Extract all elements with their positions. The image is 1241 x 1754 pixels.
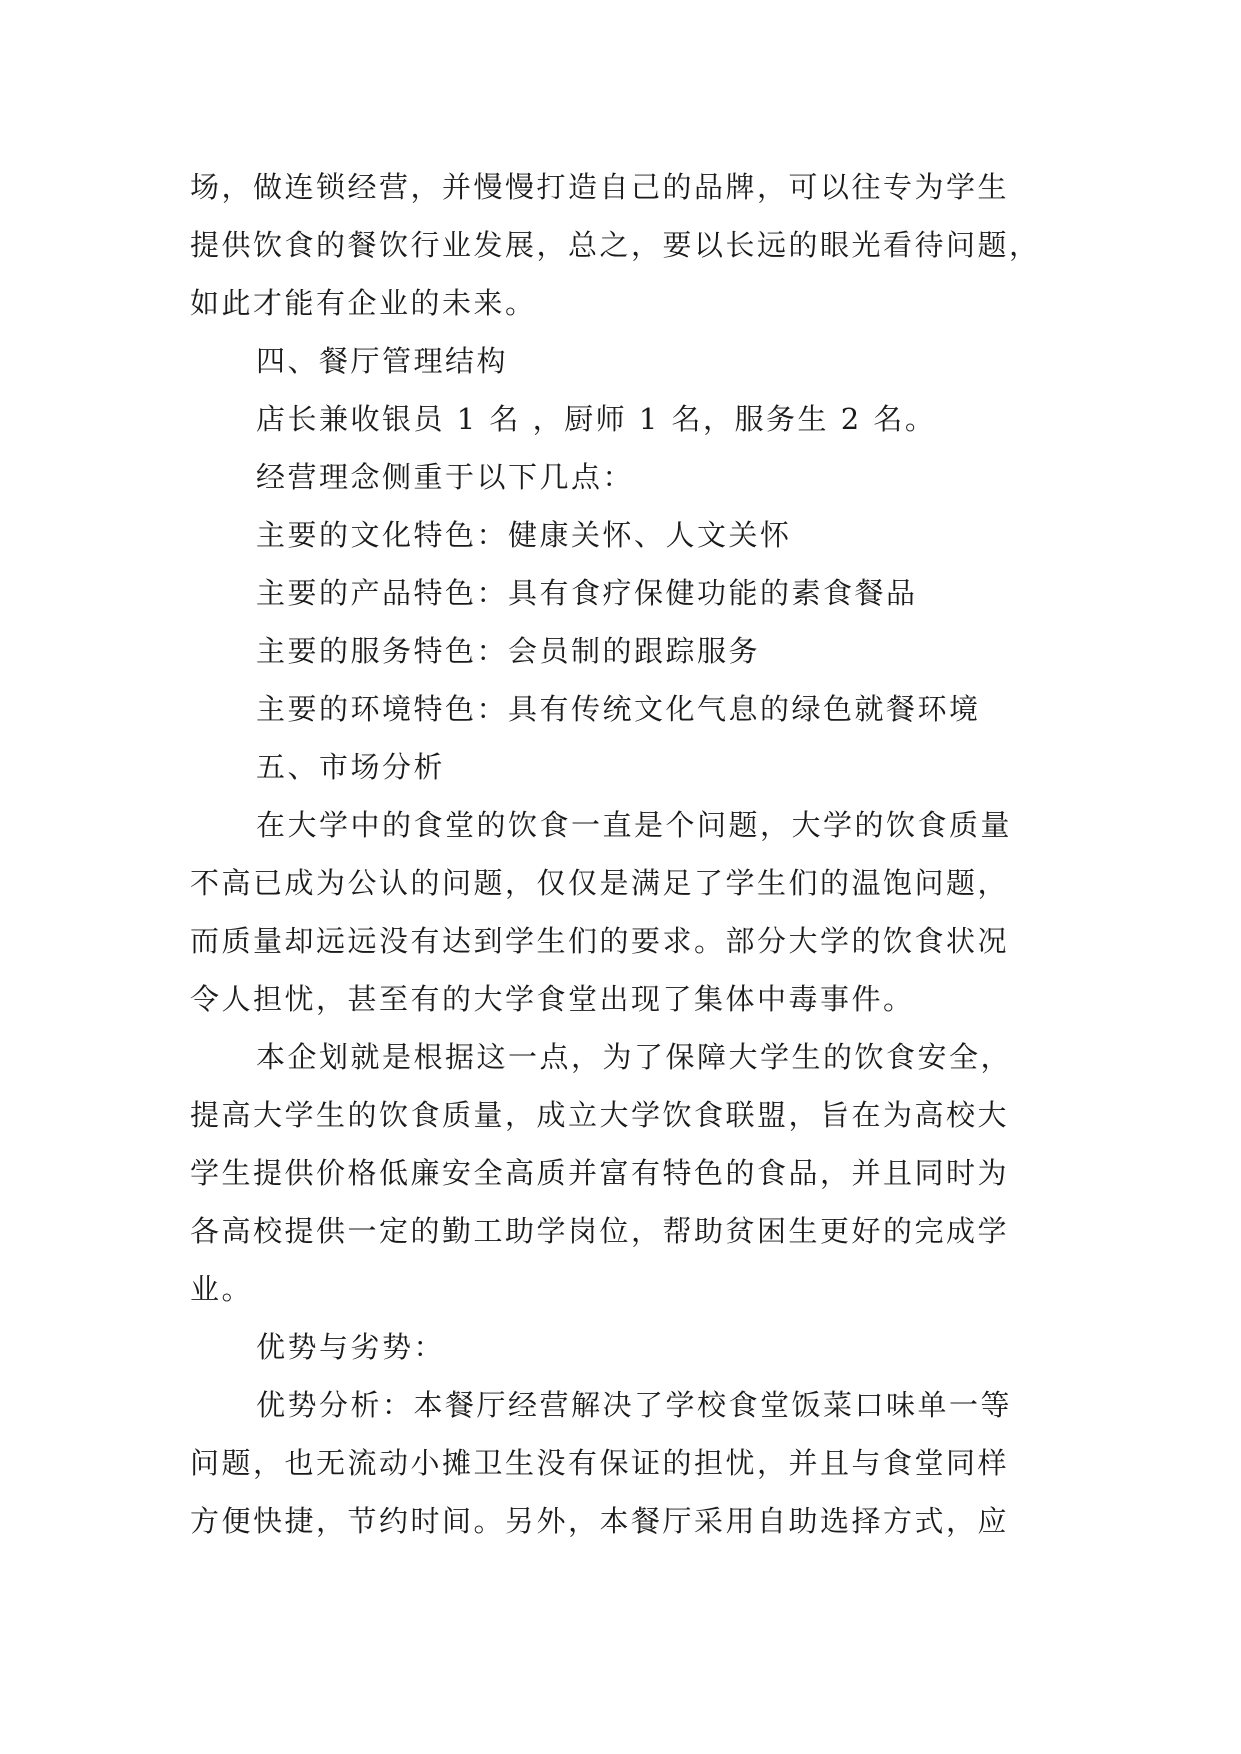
feature-culture: 主要的文化特色：健康关怀、人文关怀	[256, 518, 792, 552]
section-heading-management: 四、餐厅管理结构	[256, 344, 509, 378]
text-line: 业。	[190, 1272, 254, 1306]
text-line: 场，做连锁经营，并慢慢打造自己的品牌，可以往专为学生	[190, 170, 1010, 204]
text-line: 如此才能有企业的未来。	[190, 286, 537, 320]
document-page	[190, 158, 1070, 1550]
pros-cons-heading: 优势与劣势：	[256, 1330, 446, 1364]
section-heading-market: 五、市场分析	[256, 750, 446, 784]
feature-environment: 主要的环境特色：具有传统文化气息的绿色就餐环境	[256, 692, 981, 726]
feature-service: 主要的服务特色：会员制的跟踪服务	[256, 634, 761, 668]
text-line: 问题，也无流动小摊卫生没有保证的担忧，并且与食堂同样	[190, 1446, 1010, 1480]
staff-text: 店长兼收银员 1 名 ，厨师 1 名，服务生 2 名。	[256, 402, 937, 436]
text-line: 提供饮食的餐饮行业发展，总之，要以长远的眼光看待问题，	[190, 228, 1041, 262]
text-line: 提高大学生的饮食质量，成立大学饮食联盟，旨在为高校大	[190, 1098, 1010, 1132]
text-line: 各高校提供一定的勤工助学岗位，帮助贫困生更好的完成学	[190, 1214, 1010, 1248]
philosophy-intro: 经营理念侧重于以下几点：	[256, 460, 635, 494]
text-line: 在大学中的食堂的饮食一直是个问题，大学的饮食质量	[256, 808, 1013, 842]
text-line: 而质量却远远没有达到学生们的要求。部分大学的饮食状况	[190, 924, 1010, 958]
feature-product: 主要的产品特色：具有食疗保健功能的素食餐品	[256, 576, 918, 610]
text-line: 方便快捷，节约时间。另外，本餐厅采用自助选择方式，应	[190, 1504, 1010, 1538]
text-line: 本企划就是根据这一点，为了保障大学生的饮食安全，	[256, 1040, 1013, 1074]
text-line: 优势分析：本餐厅经营解决了学校食堂饭菜口味单一等	[256, 1388, 1013, 1422]
text-line: 不高已成为公认的问题，仅仅是满足了学生们的温饱问题，	[190, 866, 1010, 900]
text-line: 令人担忧，甚至有的大学食堂出现了集体中毒事件。	[190, 982, 915, 1016]
text-line: 学生提供价格低廉安全高质并富有特色的食品，并且同时为	[190, 1156, 1010, 1190]
